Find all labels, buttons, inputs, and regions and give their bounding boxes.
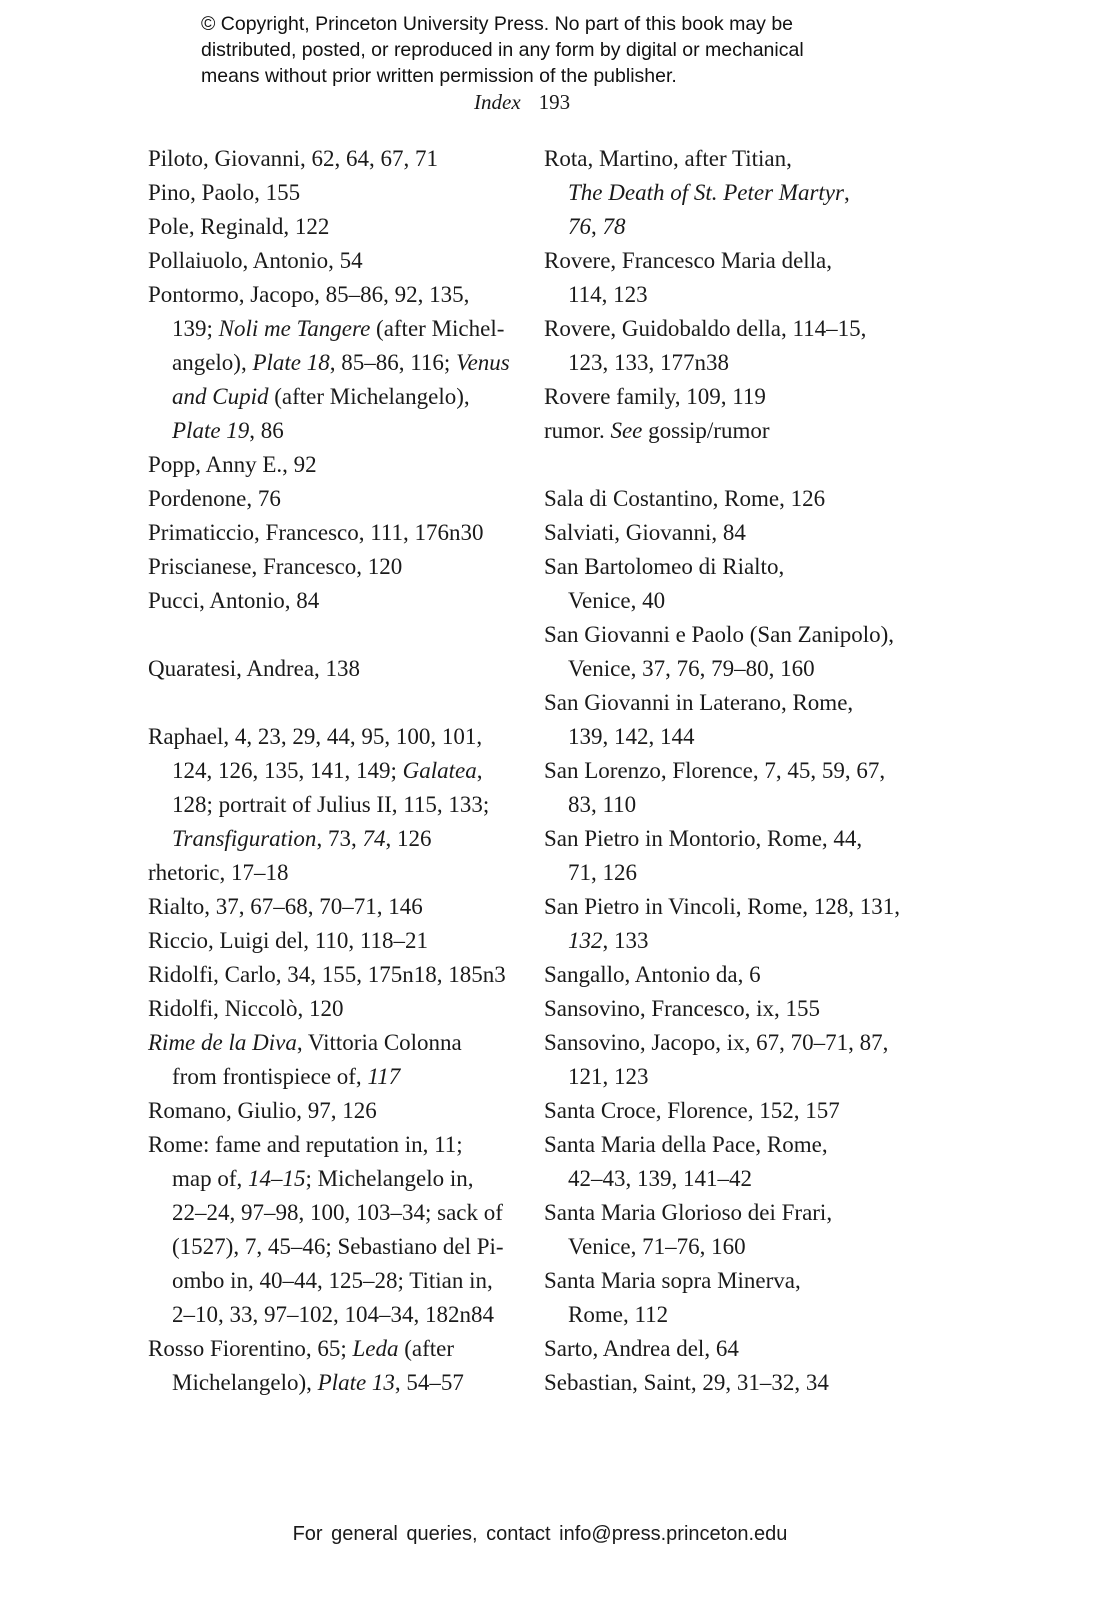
- entry-text: 71, 126: [568, 860, 637, 885]
- entry-text: Sansovino, Jacopo, ix, 67, 70–71, 87,: [544, 1030, 889, 1055]
- letter-group-gap: [544, 448, 944, 482]
- entry-text: map of,: [172, 1166, 249, 1191]
- index-entry-continuation: [544, 720, 944, 754]
- index-entry: [148, 856, 528, 890]
- entry-text: Santa Maria Glorioso dei Frari,: [544, 1200, 833, 1225]
- index-entry-continuation: [544, 788, 944, 822]
- entry-text: Santa Maria sopra Minerva,: [544, 1268, 801, 1293]
- index-entry-continuation: [148, 1230, 528, 1264]
- entry-text: Santa Maria della Pace, Rome,: [544, 1132, 828, 1157]
- index-entry-continuation: [148, 414, 528, 448]
- index-entry: [148, 516, 528, 550]
- index-entry-continuation: [148, 788, 528, 822]
- entry-text: Primaticcio, Francesco, 111, 176n30: [148, 520, 484, 545]
- entry-text: Priscianese, Francesco, 120: [148, 554, 403, 579]
- index-entry-continuation: [148, 1196, 528, 1230]
- entry-text: Popp, Anny E., 92: [148, 452, 317, 477]
- letter-group-gap: [148, 686, 528, 720]
- index-entry: [544, 686, 944, 720]
- entry-text: 139;: [172, 316, 219, 341]
- entry-text: , 86: [249, 418, 284, 443]
- index-entry: [544, 244, 944, 278]
- entry-text: Rome, 112: [568, 1302, 669, 1327]
- entry-text: San Giovanni e Paolo (San Zanipolo),: [544, 622, 895, 647]
- entry-text: 128; portrait of Julius II, 115, 133;: [172, 792, 490, 817]
- index-entry-continuation: [544, 584, 944, 618]
- index-entry-continuation: [148, 754, 528, 788]
- index-entry: [148, 448, 528, 482]
- entry-text: Ridolfi, Carlo, 34, 155, 175n18, 185n3: [148, 962, 506, 987]
- entry-text: 83, 110: [568, 792, 637, 817]
- running-head: [474, 88, 570, 116]
- entry-text: San Giovanni in Laterano, Rome,: [544, 690, 854, 715]
- entry-text: 114, 123: [568, 282, 648, 307]
- index-entry-continuation: [148, 1162, 528, 1196]
- index-entry: [544, 550, 944, 584]
- italic-text: Rime de la Diva: [148, 1030, 297, 1055]
- index-column-right: [544, 142, 944, 1400]
- entry-text: (after: [398, 1336, 455, 1361]
- entry-text: Rome: fame and reputation in, 11;: [148, 1132, 463, 1157]
- italic-text: Leda: [352, 1336, 399, 1361]
- index-entry: [148, 992, 528, 1026]
- index-entry-continuation: [148, 1060, 528, 1094]
- index-entry: [544, 1196, 944, 1230]
- index-entry: [544, 618, 944, 652]
- index-entry-continuation: [544, 1298, 944, 1332]
- entry-text: 2–10, 33, 97–102, 104–34, 182n84: [172, 1302, 494, 1327]
- entry-text: Sala di Costantino, Rome, 126: [544, 486, 826, 511]
- index-entry: [544, 1264, 944, 1298]
- index-entry: [148, 890, 528, 924]
- entry-text: ,: [591, 214, 603, 239]
- entry-text: , Vittoria Colonna: [296, 1030, 462, 1055]
- index-entry: [544, 1026, 944, 1060]
- italic-text: Noli me Tangere: [218, 316, 371, 341]
- index-entry: [148, 1128, 528, 1162]
- entry-text: Sebastian, Saint, 29, 31–32, 34: [544, 1370, 829, 1395]
- italic-text: 76: [568, 214, 591, 239]
- entry-text: (after Michel-: [370, 316, 505, 341]
- italic-text: 132: [568, 928, 603, 953]
- italic-text: See: [610, 418, 643, 443]
- entry-text: , 126: [385, 826, 432, 851]
- entry-text: ; Michelangelo in,: [305, 1166, 474, 1191]
- entry-text: rumor.: [544, 418, 611, 443]
- entry-text: Venice, 40: [568, 588, 666, 613]
- index-entry-continuation: [544, 1162, 944, 1196]
- entry-text: Pucci, Antonio, 84: [148, 588, 320, 613]
- index-entry: [544, 414, 944, 448]
- entry-text: gossip/rumor: [642, 418, 770, 443]
- entry-text: rhetoric, 17–18: [148, 860, 289, 885]
- index-entry-continuation: [544, 856, 944, 890]
- entry-text: San Lorenzo, Florence, 7, 45, 59, 67,: [544, 758, 886, 783]
- index-entry: [544, 1094, 944, 1128]
- entry-text: Sangallo, Antonio da, 6: [544, 962, 761, 987]
- index-entry: [544, 754, 944, 788]
- index-entry-continuation: [544, 924, 944, 958]
- italic-text: and Cupid: [172, 384, 269, 409]
- entry-text: San Pietro in Montorio, Rome, 44,: [544, 826, 863, 851]
- index-entry: [148, 482, 528, 516]
- entry-text: Santa Croce, Florence, 152, 157: [544, 1098, 840, 1123]
- index-entry: [544, 890, 944, 924]
- running-head-label: Index: [474, 90, 521, 114]
- copyright-notice: [201, 11, 961, 89]
- index-entry: [148, 142, 528, 176]
- entry-text: 123, 133, 177n38: [568, 350, 729, 375]
- entry-text: Ridolfi, Niccolò, 120: [148, 996, 344, 1021]
- entry-text: 42–43, 139, 141–42: [568, 1166, 752, 1191]
- index-entry: [148, 1332, 528, 1366]
- entry-text: Pordenone, 76: [148, 486, 281, 511]
- entry-text: Salviati, Giovanni, 84: [544, 520, 746, 545]
- entry-text: Pino, Paolo, 155: [148, 180, 301, 205]
- index-entry-continuation: [544, 1060, 944, 1094]
- index-entry: [544, 1332, 944, 1366]
- copyright-line: distributed, posted, or reproduced in any form by digital or mechanical: [201, 39, 804, 61]
- index-entry-continuation: [148, 346, 528, 380]
- entry-text: Sarto, Andrea del, 64: [544, 1336, 739, 1361]
- index-entry: [544, 312, 944, 346]
- entry-text: Quaratesi, Andrea, 138: [148, 656, 361, 681]
- italic-text: 74: [362, 826, 386, 851]
- italic-text: 78: [602, 214, 626, 239]
- entry-text: Rovere, Guidobaldo della, 114–15,: [544, 316, 867, 341]
- entry-text: Pole, Reginald, 122: [148, 214, 330, 239]
- index-entry-continuation: [544, 1230, 944, 1264]
- page-number: 193: [538, 90, 571, 114]
- italic-text: Plate 13: [317, 1370, 395, 1395]
- index-entry-continuation: [544, 210, 944, 244]
- index-entry-continuation: [148, 1366, 528, 1400]
- entry-text: 121, 123: [568, 1064, 649, 1089]
- entry-text: from frontispiece of,: [172, 1064, 368, 1089]
- footer-contact: For general queries, contact info@press.princeton.edu: [292, 1523, 788, 1545]
- entry-text: Michelangelo),: [172, 1370, 318, 1395]
- italic-text: Plate 18: [252, 350, 330, 375]
- entry-text: Pollaiuolo, Antonio, 54: [148, 248, 363, 273]
- index-entry: [148, 244, 528, 278]
- entry-text: Venice, 71–76, 160: [568, 1234, 746, 1259]
- entry-text: , 73,: [316, 826, 363, 851]
- index-entry-continuation: [544, 346, 944, 380]
- index-entry: [544, 992, 944, 1026]
- entry-text: Riccio, Luigi del, 110, 118–21: [148, 928, 429, 953]
- index-entry: [544, 482, 944, 516]
- entry-text: 124, 126, 135, 141, 149;: [172, 758, 403, 783]
- entry-text: angelo),: [172, 350, 253, 375]
- index-entry: [148, 278, 528, 312]
- index-entry-continuation: [148, 312, 528, 346]
- index-entry: [544, 516, 944, 550]
- italic-text: The Death of St. Peter Martyr: [568, 180, 844, 205]
- index-entry: [544, 380, 944, 414]
- entry-text: Rota, Martino, after Titian,: [544, 146, 792, 171]
- index-entry-continuation: [148, 822, 528, 856]
- italic-text: Venus: [456, 350, 510, 375]
- index-entry: [148, 924, 528, 958]
- index-entry: [544, 1128, 944, 1162]
- index-entry-continuation: [544, 176, 944, 210]
- entry-text: Piloto, Giovanni, 62, 64, 67, 71: [148, 146, 439, 171]
- entry-text: San Pietro in Vincoli, Rome, 128, 131,: [544, 894, 900, 919]
- entry-text: (after Michelangelo),: [268, 384, 470, 409]
- index-entry-continuation: [148, 1298, 528, 1332]
- index-column-left: [148, 142, 528, 1400]
- italic-text: Galatea: [402, 758, 477, 783]
- entry-text: Sansovino, Francesco, ix, 155: [544, 996, 820, 1021]
- entry-text: Rovere family, 109, 119: [544, 384, 766, 409]
- entry-text: , 54–57: [394, 1370, 464, 1395]
- index-entry: [148, 720, 528, 754]
- index-entry: [544, 1366, 944, 1400]
- index-entry: [148, 176, 528, 210]
- index-entry: [148, 958, 528, 992]
- entry-text: ,: [476, 758, 483, 783]
- entry-text: Rosso Fiorentino, 65;: [148, 1336, 353, 1361]
- entry-text: Venice, 37, 76, 79–80, 160: [568, 656, 815, 681]
- entry-text: San Bartolomeo di Rialto,: [544, 554, 785, 579]
- index-entry-continuation: [544, 278, 944, 312]
- index-entry: [148, 652, 528, 686]
- copyright-line: means without prior written permission of the publisher.: [201, 65, 677, 87]
- entry-text: Romano, Giulio, 97, 126: [148, 1098, 377, 1123]
- entry-text: Rovere, Francesco Maria della,: [544, 248, 833, 273]
- entry-text: Rialto, 37, 67–68, 70–71, 146: [148, 894, 423, 919]
- entry-text: (1527), 7, 45–46; Sebastiano del Pi-: [172, 1234, 504, 1259]
- index-entry-continuation: [148, 1264, 528, 1298]
- index-entry: [148, 550, 528, 584]
- italic-text: 14–15: [248, 1166, 306, 1191]
- index-entry: [148, 1094, 528, 1128]
- copyright-line: © Copyright, Princeton University Press. No part of this book may be: [201, 13, 794, 35]
- entry-text: 139, 142, 144: [568, 724, 695, 749]
- index-entry: [148, 584, 528, 618]
- italic-text: Transfiguration: [172, 826, 317, 851]
- entry-text: 22–24, 97–98, 100, 103–34; sack of: [172, 1200, 503, 1225]
- entry-text: ,: [843, 180, 850, 205]
- italic-text: 117: [367, 1064, 401, 1089]
- index-entry: [544, 142, 944, 176]
- italic-text: Plate 19: [172, 418, 250, 443]
- index-entry: [544, 958, 944, 992]
- index-entry: [148, 210, 528, 244]
- entry-text: , 85–86, 116;: [329, 350, 457, 375]
- entry-text: Pontormo, Jacopo, 85–86, 92, 135,: [148, 282, 470, 307]
- entry-text: , 133: [602, 928, 649, 953]
- index-entry-continuation: [148, 380, 528, 414]
- index-entry-continuation: [544, 652, 944, 686]
- entry-text: ombo in, 40–44, 125–28; Titian in,: [172, 1268, 493, 1293]
- index-entry: [544, 822, 944, 856]
- letter-group-gap: [148, 618, 528, 652]
- entry-text: Raphael, 4, 23, 29, 44, 95, 100, 101,: [148, 724, 483, 749]
- index-entry: [148, 1026, 528, 1060]
